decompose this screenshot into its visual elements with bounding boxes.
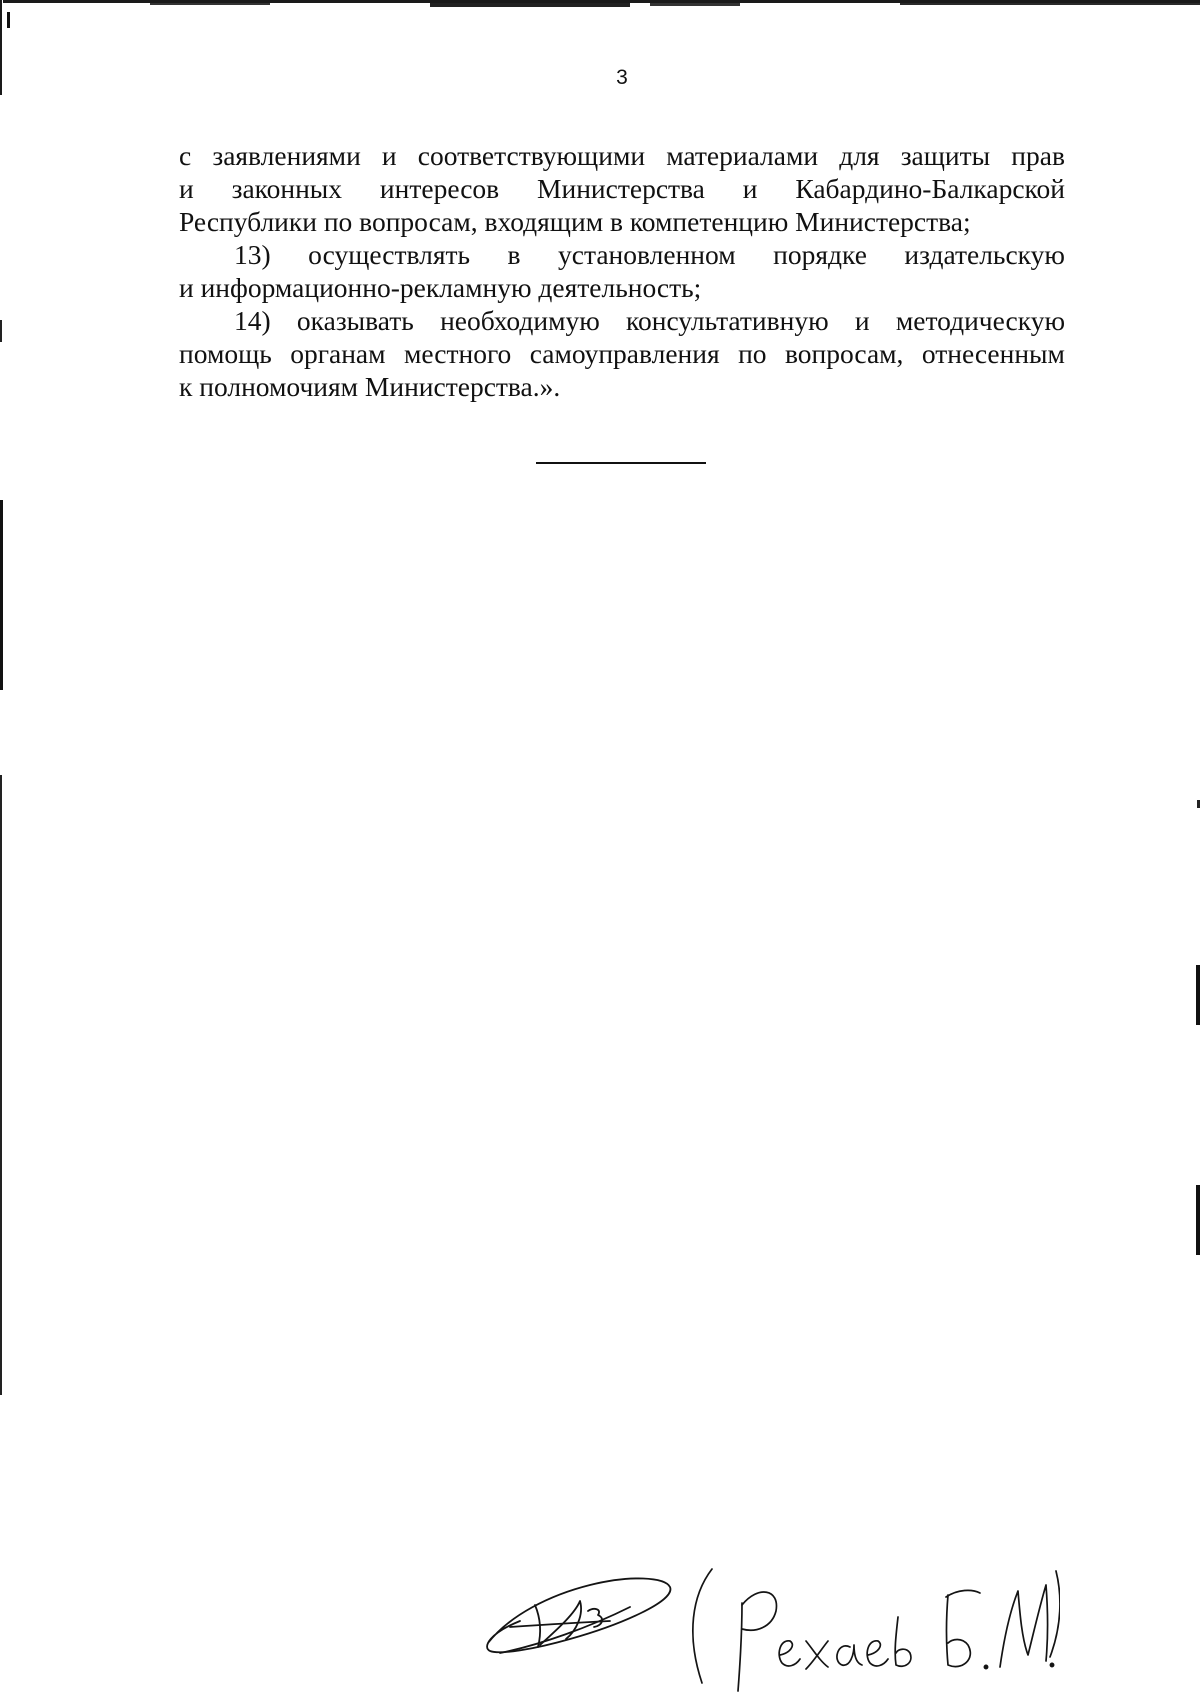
- word: необходимую: [440, 305, 600, 336]
- word: интересов: [379, 173, 500, 204]
- word: защиты: [900, 140, 991, 171]
- word: с: [179, 140, 192, 171]
- text-line: [179, 172, 1065, 205]
- text-line: [179, 238, 1065, 271]
- word: прав: [1011, 140, 1065, 171]
- word: вопросам,: [784, 338, 904, 369]
- word: оказывать: [296, 305, 414, 336]
- word: и: [854, 305, 870, 336]
- handwritten-signature: [480, 1555, 1060, 1695]
- text-line: [179, 337, 1065, 370]
- text-line: и информационно-рекламную деятельность;: [179, 272, 702, 303]
- paragraph: [179, 139, 1065, 238]
- word: помощь: [179, 338, 272, 369]
- word: и: [381, 140, 397, 171]
- word: органам: [290, 338, 386, 369]
- word: соответствующими: [417, 140, 646, 171]
- word: отнесенным: [921, 338, 1065, 369]
- text-line: [179, 139, 1065, 172]
- word: осуществлять: [308, 239, 471, 270]
- word: и: [179, 173, 194, 204]
- word: Министерства: [537, 173, 705, 204]
- word: законных: [231, 173, 343, 204]
- text-line: к полномочиям Министерства.».: [179, 371, 561, 402]
- word: для: [839, 140, 880, 171]
- word: консультативную: [626, 305, 829, 336]
- word: Кабардино-Балкарской: [795, 173, 1065, 204]
- text-line: Республики по вопросам, входящим в компетенцию Министерства;: [179, 206, 971, 237]
- word: издательскую: [904, 239, 1065, 270]
- text-line: [179, 304, 1065, 337]
- word: и: [742, 173, 758, 204]
- scan-top-edge: [0, 0, 1200, 7]
- word: в: [507, 239, 521, 270]
- word: местного: [403, 338, 512, 369]
- word: методическую: [895, 305, 1065, 336]
- scan-right-edge: [1194, 0, 1200, 1696]
- word: по: [738, 338, 767, 369]
- word: порядке: [773, 239, 867, 270]
- list-number: 13): [234, 239, 271, 270]
- scan-left-edge: [0, 0, 14, 1696]
- end-separator-line: [536, 462, 706, 464]
- word: заявлениями: [212, 140, 361, 171]
- page-number: 3: [616, 66, 628, 89]
- word: установленном: [558, 239, 736, 270]
- list-number: 14): [234, 305, 271, 336]
- word: материалами: [666, 140, 819, 171]
- document-body: [179, 139, 1065, 403]
- paragraph: [179, 238, 1065, 304]
- paragraph: [179, 304, 1065, 403]
- word: самоуправления: [529, 338, 720, 369]
